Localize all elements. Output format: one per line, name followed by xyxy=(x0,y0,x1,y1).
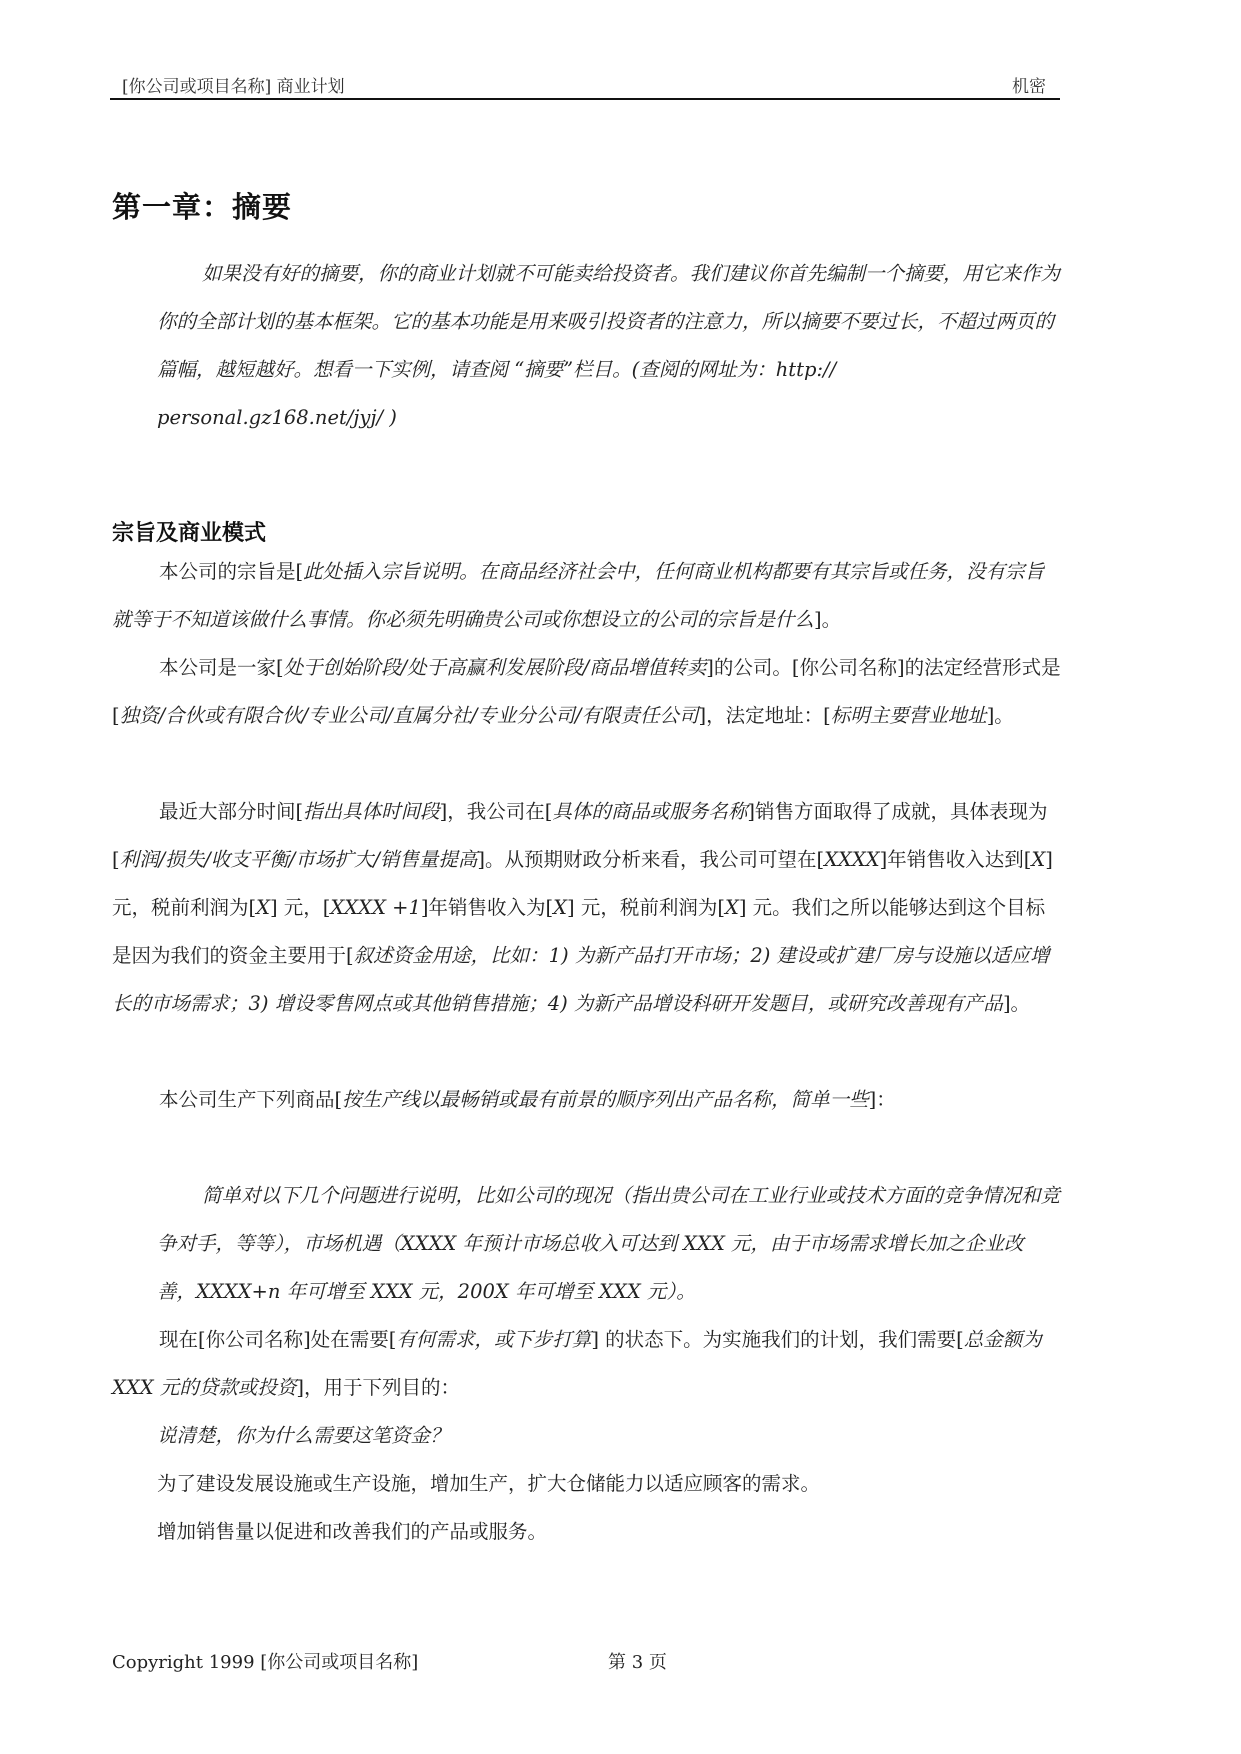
placeholder-text: X xyxy=(1031,848,1046,871)
text-run: ] 元，税前利润为[ xyxy=(567,896,725,919)
placeholder-text: 叙述资金用途，比如：1) 为新产品打开市场；2) 建设或扩建厂房与设施以适应增长的市场需求；3) 增设零售网点或其他销售措施；4) 为新产品增设科研开发题目，或研究改善现有产品 xyxy=(112,944,1050,1015)
text-run: 现在[你公司名称]处在需要[ xyxy=(159,1328,397,1351)
header-title: [你公司或项目名称] 商业计划 xyxy=(122,77,345,97)
text-run: ]，法定地址：[ xyxy=(698,704,831,727)
paragraph-purpose-2 xyxy=(157,1508,1062,1556)
intro-text: 如果没有好的摘要，你的商业计划就不可能卖给投资者。我们建议你首先编制一个摘要，用它来作为你的全部计划的基本框架。它的基本功能是用来吸引投资者的注意力，所以摘要不要过长，不超过两页的篇幅，越短越好。想看一下实例，请查阅 “摘要”栏目。(查阅的网址为：http:// personal.gz168.net/jyj/ ) xyxy=(157,262,1061,429)
placeholder-text: 独资/合伙或有限合伙/专业公司/直属分社/专业分公司/有限责任公司 xyxy=(119,704,699,727)
page-header xyxy=(110,72,1060,98)
paragraph-funding-need xyxy=(112,1316,1062,1412)
placeholder-text: XXXX xyxy=(824,848,880,871)
text-run: ]销售方面取得了成就，具体表现为[ xyxy=(112,800,1048,871)
placeholder-text: X xyxy=(724,896,739,919)
text-run: ]。从预期财政分析来看，我公司可望在[ xyxy=(477,848,825,871)
section-title: 宗旨及商业模式 xyxy=(112,521,267,546)
text-run: ]，用于下列目的： xyxy=(296,1376,460,1399)
text-run: 本公司是一家[ xyxy=(159,656,284,679)
text-run: 本公司生产下列商品[ xyxy=(159,1088,343,1111)
text-run: ]： xyxy=(868,1088,896,1111)
paragraph-explain-funds xyxy=(157,1412,1062,1460)
chapter-title: 第一章：摘要 xyxy=(112,190,293,224)
placeholder-text: 标明主要营业地址 xyxy=(830,704,987,727)
header-confidential: 机密 xyxy=(1012,77,1046,97)
placeholder-text: 利润/损失/收支平衡/市场扩大/销售量提高 xyxy=(119,848,478,871)
text-run: 最近大部分时间[ xyxy=(159,800,304,823)
placeholder-text: 指出具体时间段 xyxy=(303,800,440,823)
placeholder-text: 总金额为 XXX 元的贷款或投资 xyxy=(112,1328,1042,1399)
header-divider xyxy=(110,98,1060,100)
placeholder-text: 处于创始阶段/处于高赢利发展阶段/商品增值转卖 xyxy=(283,656,707,679)
paragraph-performance xyxy=(112,788,1062,1028)
placeholder-text: 具体的商品或服务名称 xyxy=(552,800,748,823)
paragraph-mission xyxy=(112,548,1062,644)
text-run: ]元，税前利润为[ xyxy=(112,848,1053,919)
paragraph-purpose-1 xyxy=(157,1460,1062,1508)
text-run: 简单对以下几个问题进行说明，比如公司的现况（指出贵公司在工业行业或技术方面的竞争情况和竞争对手，等等），市场机遇（XXXX 年预计市场总收入可达到 XXX 元，由于市场需求增长加之企业改善，XXXX+n 年可增至 XXX 元，200X 年可增至 XXX 元）。 xyxy=(157,1184,1061,1303)
text-run: ]年销售收入为[ xyxy=(420,896,554,919)
paragraph-company-form xyxy=(112,644,1062,740)
text-run: ]，我公司在[ xyxy=(439,800,553,823)
footer-page-number: 第 3 页 xyxy=(608,1652,667,1673)
intro-paragraph xyxy=(157,250,1062,442)
paragraph-products xyxy=(112,1076,1062,1124)
text-run: ]的公司。[你公司名称]的法定经营形式是[ xyxy=(112,656,1061,727)
placeholder-text: XXXX +1 xyxy=(330,896,421,919)
text-run: ]。 xyxy=(1002,992,1031,1015)
text-run: ]。 xyxy=(986,704,1014,727)
footer-copyright: Copyright 1999 [你公司或项目名称] xyxy=(112,1652,419,1673)
text-run: 增加销售量以促进和改善我们的产品或服务。 xyxy=(157,1520,548,1543)
paragraph-market-note xyxy=(157,1172,1062,1316)
placeholder-text: X xyxy=(256,896,270,919)
text-run: 为了建设发展设施或生产设施，增加生产，扩大仓储能力以适应顾客的需求。 xyxy=(157,1472,821,1495)
text-run: 本公司的宗旨是[ xyxy=(159,560,304,583)
placeholder-text: 有何需求，或下步打算 xyxy=(396,1328,592,1351)
placeholder-text: 按生产线以最畅销或最有前景的顺序列出产品名称，简单一些 xyxy=(342,1088,869,1111)
text-run: ] 元。我们之所以能够达到这个目标是因为我们的资金主要用于[ xyxy=(112,896,1046,967)
text-run: ] 的状态下。为实施我们的计划，我们需要[ xyxy=(591,1328,964,1351)
text-run: ]。 xyxy=(814,608,842,631)
text-run: ]年销售收入达到[ xyxy=(879,848,1032,871)
text-run: ] 元，[ xyxy=(270,896,331,919)
placeholder-text: 此处插入宗旨说明。在商品经济社会中，任何商业机构都要有其宗旨或任务，没有宗旨就等于不知道该做什么事情。你必须先明确贵公司或你想设立的公司的宗旨是什么 xyxy=(112,560,1045,631)
text-run: 说清楚，你为什么需要这笔资金？ xyxy=(157,1424,450,1447)
placeholder-text: X xyxy=(553,896,568,919)
